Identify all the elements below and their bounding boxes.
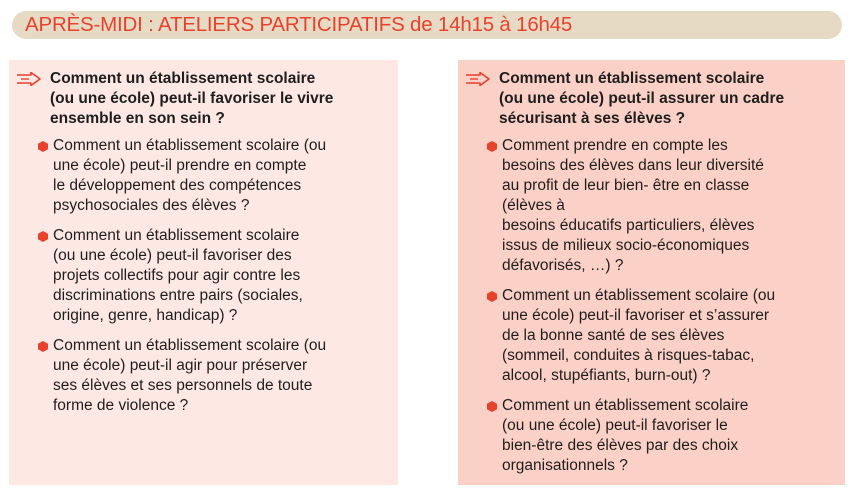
hexagon-bullet-icon (38, 141, 48, 152)
list-item (502, 136, 841, 276)
banner-title: APRÈS-MIDI : ATELIERS PARTICIPATIFS de 14h15 à 16h45 (25, 13, 573, 36)
workshop-card-right (458, 60, 845, 485)
workshop-card-left (9, 60, 398, 485)
list-item (502, 286, 841, 386)
header-banner (12, 11, 842, 39)
list-item (502, 396, 841, 476)
question-list (53, 136, 394, 426)
hexagon-bullet-icon (487, 291, 497, 302)
list-item (53, 336, 394, 416)
hexagon-bullet-icon (487, 401, 497, 412)
question-list (502, 136, 841, 486)
card-title: Comment un établissement scolaire (ou une école) peut-il favoriser le vivre ensemble en son sein ? (50, 70, 334, 127)
arrow-right-icon (16, 72, 42, 86)
list-item (53, 136, 394, 216)
question-text: Comment prendre en compte les besoins des élèves dans leur diversité au profit de leur bien- être en classe (élèves à besoins éducatifs particuliers, élèves issus de milieux socio-économiques défavorisés, …) ? (502, 137, 764, 274)
question-text: Comment un établissement scolaire (ou une école) peut-il prendre en compte le développement des compétences psychosociales des élèves ? (53, 137, 327, 214)
question-text: Comment un établissement scolaire (ou une école) peut-il favoriser des projets collectifs pour agir contre les discriminations entre pairs (sociales, origine, genre, handicap) ? (53, 227, 303, 324)
card-title: Comment un établissement scolaire (ou une école) peut-il assurer un cadre sécurisant à ses élèves ? (499, 70, 785, 127)
hexagon-bullet-icon (38, 231, 48, 242)
question-text: Comment un établissement scolaire (ou une école) peut-il favoriser le bien-être des élèves par des choix organisationnels ? (502, 397, 749, 474)
hexagon-bullet-icon (487, 141, 497, 152)
hexagon-bullet-icon (38, 341, 48, 352)
question-text: Comment un établissement scolaire (ou une école) peut-il favoriser et s’assurer de la bonne santé de ses élèves (sommeil, conduites à risques-tabac, alcool, stupéfiants, burn-out) ? (502, 287, 776, 384)
list-item (53, 226, 394, 326)
arrow-right-icon (465, 72, 491, 86)
question-text: Comment un établissement scolaire (ou une école) peut-il agir pour préserver ses élèves et ses personnels de toute forme de violence ? (53, 337, 327, 414)
